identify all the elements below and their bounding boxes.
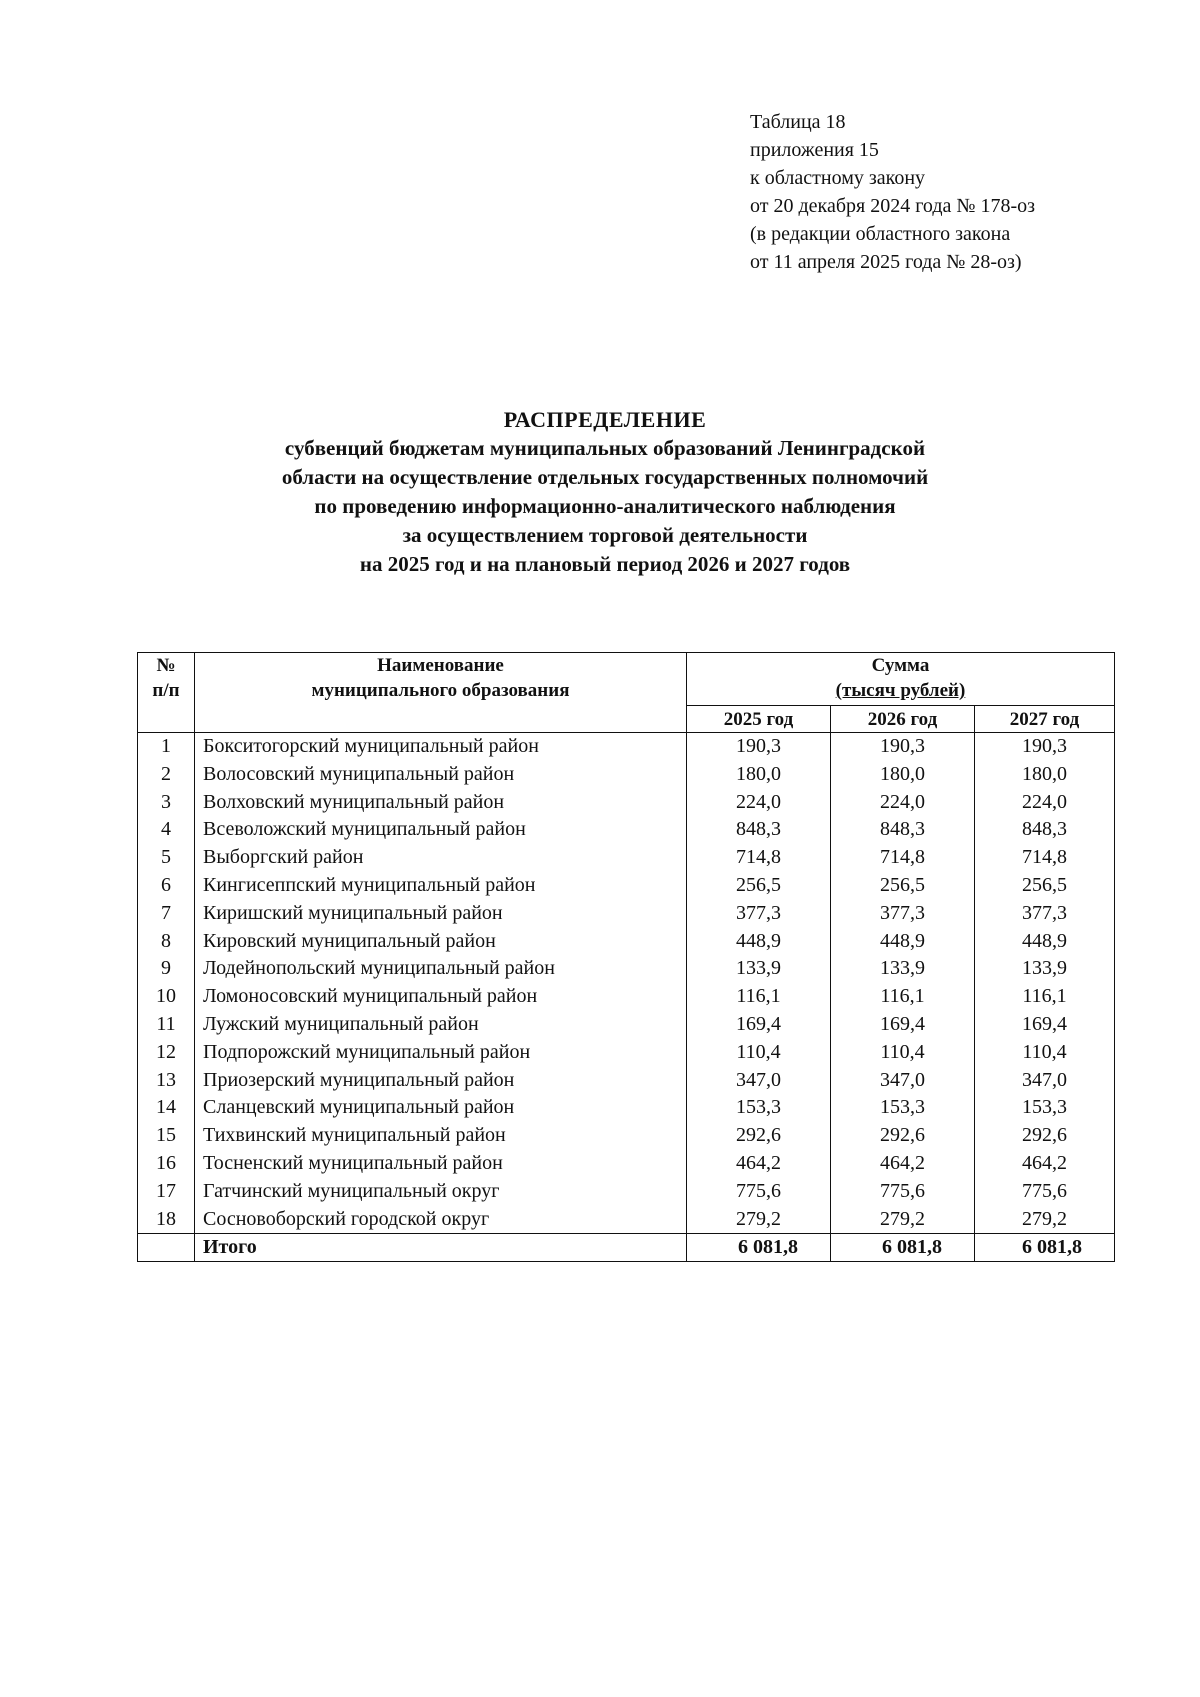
- column-header-year: 2027 год: [975, 706, 1115, 733]
- header-line: (в редакции областного закона: [750, 223, 1011, 245]
- column-header-sum-line1: Сумма: [871, 655, 930, 676]
- page-title: РАСПРЕДЕЛЕНИЕ: [503, 407, 707, 432]
- total-row-number: [138, 1234, 195, 1262]
- table-row: [138, 1206, 1115, 1234]
- row-value-2027: 448,9: [975, 928, 1115, 956]
- row-name: Гатчинский муниципальный округ: [195, 1178, 687, 1206]
- row-number: 3: [138, 789, 195, 817]
- row-value-2025: 224,0: [687, 789, 831, 817]
- table-header: [138, 653, 1115, 733]
- row-value-2027: 347,0: [975, 1067, 1115, 1095]
- row-value-2026: 169,4: [831, 1011, 975, 1039]
- row-value-2025: 464,2: [687, 1150, 831, 1178]
- row-name: Волховский муниципальный район: [195, 789, 687, 817]
- table-row: [138, 1094, 1115, 1122]
- row-value-2027: 256,5: [975, 872, 1115, 900]
- row-value-2026: 153,3: [831, 1094, 975, 1122]
- table-row: [138, 816, 1115, 844]
- table-row: [138, 1039, 1115, 1067]
- row-value-2027: 180,0: [975, 761, 1115, 789]
- header-line: приложения 15: [750, 139, 879, 161]
- row-number: 13: [138, 1067, 195, 1095]
- column-header-year: 2026 год: [831, 706, 975, 733]
- title-line: области на осуществление отдельных государственных полномочий: [281, 465, 929, 489]
- row-value-2025: 292,6: [687, 1122, 831, 1150]
- row-value-2025: 279,2: [687, 1206, 831, 1234]
- total-value-2027: 6 081,8: [975, 1234, 1115, 1262]
- title-line: на 2025 год и на плановый период 2026 и 2027 годов: [359, 552, 851, 576]
- row-name: Бокситогорский муниципальный район: [195, 733, 687, 761]
- row-value-2026: 256,5: [831, 872, 975, 900]
- row-value-2026: 116,1: [831, 983, 975, 1011]
- title-line: по проведению информационно-аналитического наблюдения: [314, 494, 896, 518]
- column-header-name-line1: Наименование: [377, 655, 504, 676]
- row-number: 16: [138, 1150, 195, 1178]
- row-name: Лодейнопольский муниципальный район: [195, 955, 687, 983]
- row-name: Сланцевский муниципальный район: [195, 1094, 687, 1122]
- row-value-2025: 448,9: [687, 928, 831, 956]
- row-value-2026: 279,2: [831, 1206, 975, 1234]
- row-value-2027: 775,6: [975, 1178, 1115, 1206]
- total-row: [138, 1234, 1115, 1262]
- row-value-2027: 848,3: [975, 816, 1115, 844]
- row-value-2027: 133,9: [975, 955, 1115, 983]
- row-number: 7: [138, 900, 195, 928]
- document-title: [130, 405, 1080, 579]
- row-value-2027: 292,6: [975, 1122, 1115, 1150]
- table-row: [138, 928, 1115, 956]
- table-row: [138, 789, 1115, 817]
- row-value-2026: 848,3: [831, 816, 975, 844]
- row-value-2025: 775,6: [687, 1178, 831, 1206]
- row-name: Подпорожский муниципальный район: [195, 1039, 687, 1067]
- row-value-2027: 714,8: [975, 844, 1115, 872]
- table-row: [138, 900, 1115, 928]
- table-footer: [138, 1234, 1115, 1262]
- column-header-number: [138, 653, 195, 733]
- row-name: Ломоносовский муниципальный район: [195, 983, 687, 1011]
- row-value-2026: 448,9: [831, 928, 975, 956]
- row-name: Кингисеппский муниципальный район: [195, 872, 687, 900]
- header-line: от 20 декабря 2024 года № 178-оз: [750, 195, 1036, 217]
- row-name: Приозерский муниципальный район: [195, 1067, 687, 1095]
- table-row: [138, 955, 1115, 983]
- table-row: [138, 1011, 1115, 1039]
- table-row: [138, 733, 1115, 761]
- row-value-2026: 377,3: [831, 900, 975, 928]
- column-header-sum: [687, 653, 1115, 706]
- row-name: Выборгский район: [195, 844, 687, 872]
- distribution-table: [137, 652, 1115, 1262]
- row-value-2026: 464,2: [831, 1150, 975, 1178]
- table-row: [138, 1122, 1115, 1150]
- row-number: 17: [138, 1178, 195, 1206]
- row-value-2025: 256,5: [687, 872, 831, 900]
- row-name: Тихвинский муниципальный район: [195, 1122, 687, 1150]
- row-value-2026: 775,6: [831, 1178, 975, 1206]
- column-header-name: [195, 653, 687, 733]
- row-number: 12: [138, 1039, 195, 1067]
- row-name: Кировский муниципальный район: [195, 928, 687, 956]
- row-value-2025: 169,4: [687, 1011, 831, 1039]
- header-line: от 11 апреля 2025 года № 28-оз): [750, 251, 1022, 273]
- row-value-2026: 224,0: [831, 789, 975, 817]
- table-row: [138, 761, 1115, 789]
- table-row: [138, 844, 1115, 872]
- row-number: 11: [138, 1011, 195, 1039]
- row-name: Киришский муниципальный район: [195, 900, 687, 928]
- document-header: [750, 108, 1170, 276]
- row-value-2025: 848,3: [687, 816, 831, 844]
- row-value-2026: 133,9: [831, 955, 975, 983]
- row-value-2027: 224,0: [975, 789, 1115, 817]
- row-value-2025: 110,4: [687, 1039, 831, 1067]
- row-number: 9: [138, 955, 195, 983]
- row-value-2025: 153,3: [687, 1094, 831, 1122]
- table-body: [138, 733, 1115, 1234]
- row-value-2027: 116,1: [975, 983, 1115, 1011]
- row-value-2027: 279,2: [975, 1206, 1115, 1234]
- row-value-2026: 292,6: [831, 1122, 975, 1150]
- row-value-2026: 190,3: [831, 733, 975, 761]
- row-value-2025: 347,0: [687, 1067, 831, 1095]
- row-value-2026: 110,4: [831, 1039, 975, 1067]
- table-row: [138, 1067, 1115, 1095]
- row-number: 18: [138, 1206, 195, 1234]
- row-number: 1: [138, 733, 195, 761]
- row-value-2025: 377,3: [687, 900, 831, 928]
- table-row: [138, 872, 1115, 900]
- column-header-number-line2: п/п: [152, 680, 180, 701]
- row-value-2027: 377,3: [975, 900, 1115, 928]
- column-header-name-line2: муниципального образования: [311, 680, 570, 701]
- table-row: [138, 1178, 1115, 1206]
- title-line: за осуществлением торговой деятельности: [402, 523, 808, 547]
- row-number: 4: [138, 816, 195, 844]
- row-name: Сосновоборский городской округ: [195, 1206, 687, 1234]
- row-number: 10: [138, 983, 195, 1011]
- row-value-2026: 347,0: [831, 1067, 975, 1095]
- table-row: [138, 983, 1115, 1011]
- row-number: 2: [138, 761, 195, 789]
- row-name: Лужский муниципальный район: [195, 1011, 687, 1039]
- row-number: 6: [138, 872, 195, 900]
- table-row: [138, 1150, 1115, 1178]
- header-line: Таблица 18: [750, 111, 846, 133]
- row-value-2025: 180,0: [687, 761, 831, 789]
- title-line: субвенций бюджетам муниципальных образований Ленинградской: [284, 436, 926, 460]
- row-number: 5: [138, 844, 195, 872]
- row-value-2025: 133,9: [687, 955, 831, 983]
- row-value-2025: 714,8: [687, 844, 831, 872]
- row-value-2027: 169,4: [975, 1011, 1115, 1039]
- row-value-2026: 180,0: [831, 761, 975, 789]
- total-value-2026: 6 081,8: [831, 1234, 975, 1262]
- row-number: 14: [138, 1094, 195, 1122]
- total-value-2025: 6 081,8: [687, 1234, 831, 1262]
- row-number: 15: [138, 1122, 195, 1150]
- total-row-label: Итого: [195, 1234, 687, 1262]
- row-value-2027: 464,2: [975, 1150, 1115, 1178]
- row-value-2027: 190,3: [975, 733, 1115, 761]
- column-header-year: 2025 год: [687, 706, 831, 733]
- row-number: 8: [138, 928, 195, 956]
- column-header-number-line1: №: [156, 655, 176, 676]
- row-value-2025: 190,3: [687, 733, 831, 761]
- column-header-sum-unit: (тысяч рублей): [835, 680, 966, 701]
- row-value-2027: 110,4: [975, 1039, 1115, 1067]
- row-value-2027: 153,3: [975, 1094, 1115, 1122]
- row-name: Волосовский муниципальный район: [195, 761, 687, 789]
- header-line: к областному закону: [750, 167, 926, 189]
- row-name: Всеволожский муниципальный район: [195, 816, 687, 844]
- row-name: Тосненский муниципальный район: [195, 1150, 687, 1178]
- row-value-2026: 714,8: [831, 844, 975, 872]
- row-value-2025: 116,1: [687, 983, 831, 1011]
